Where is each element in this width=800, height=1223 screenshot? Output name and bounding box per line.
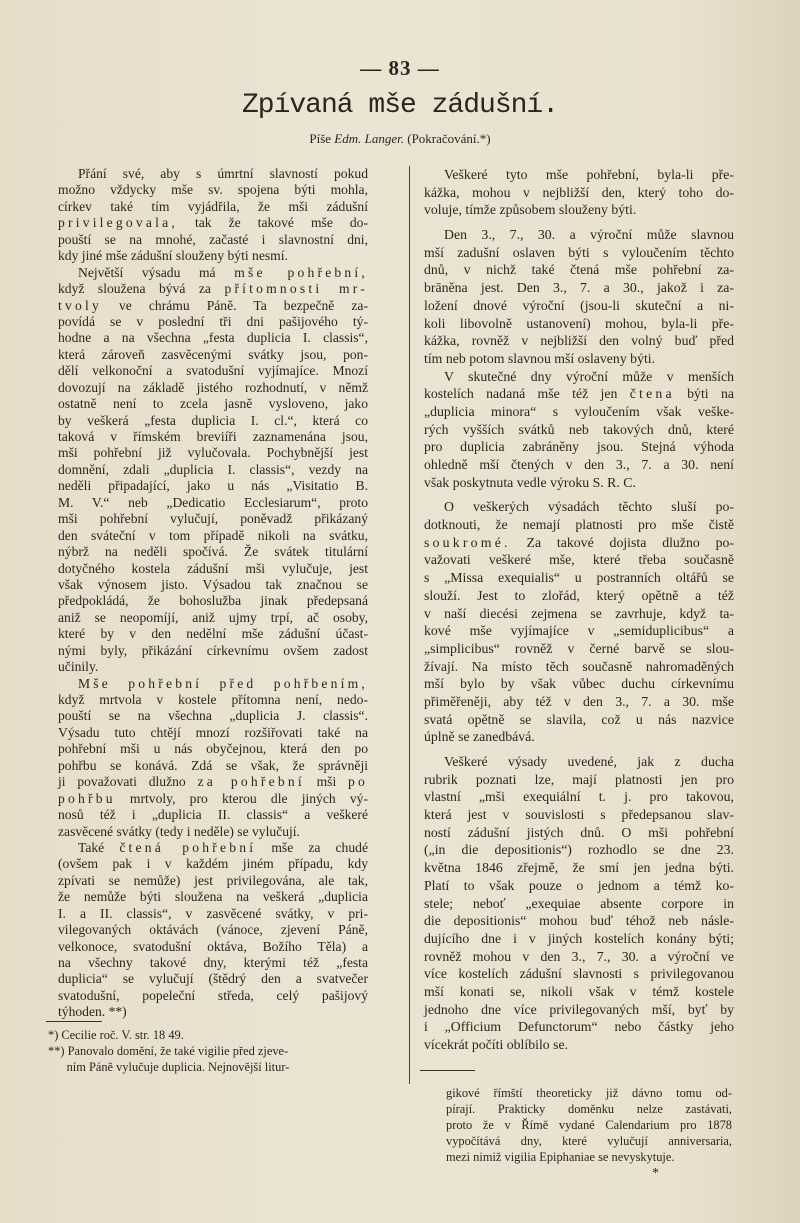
text-line: předpokládá, že bohoslužba jinak předepsaná <box>58 593 368 609</box>
footnote-line: proto že v Římě vydané Calendarium pro 1878 <box>446 1118 732 1132</box>
text-line: mší konati se, nikoli však v témž kostele <box>424 983 734 999</box>
text-line: ostatně není to zcela jasně vysloveno, jako <box>58 396 368 412</box>
spaced-emphasis: pohřbu <box>58 790 116 806</box>
text-line: nýbrž na neděli spočívá. Že svátek titulární <box>58 544 368 560</box>
text-line <box>58 676 368 692</box>
text-line: mši pohřební vylučují, poněvadž přikázaný <box>58 511 368 527</box>
text-run: tak že takové mše do- <box>177 215 368 231</box>
text-line: kážka, mohou v nejbližší den, který toho do- <box>424 184 734 200</box>
text-line: když mrtvola v kostele přítomna není, nedo- <box>58 692 368 707</box>
spaced-emphasis: privilegovala, <box>58 215 178 231</box>
paragraph <box>58 166 368 265</box>
text-line: neděli připadající, jako u nás „Visitatio B. <box>58 478 368 494</box>
spaced-emphasis: tvoly <box>58 297 102 313</box>
text-line: povídá se v poslední tři dni pašijového tý- <box>58 313 368 329</box>
paragraph <box>424 753 734 1054</box>
text-line: domnění, zdali „duplicia I. classis“, vezdy na <box>58 461 368 477</box>
text-line: brāněna jest. Den 3., 7. a 30., jakož i za- <box>424 280 734 296</box>
spaced-emphasis: soukromé. <box>424 534 511 550</box>
spaced-emphasis: čtená pohřební <box>119 839 257 855</box>
text-line: dotknouti, že nemají platnosti pro mše čistě <box>424 517 734 533</box>
text-line: važovati veškeré mše, které třeba současně <box>424 552 734 568</box>
text-line: která jest v souvislosti s předepsanou slav- <box>424 807 734 823</box>
text-line: M. V.“ neb „Dedicatio Ecclesiarum“, proto <box>58 494 368 510</box>
text-line: vlastní „mši exequiální t. j. pro takovou, <box>424 789 734 805</box>
text-line <box>424 385 734 403</box>
text-line: které by v den nedělní mše zádušní účast- <box>58 626 368 642</box>
paragraph <box>424 166 734 219</box>
text-line: rovněž mohou v den 3., 7., 30. a výroční ve <box>424 948 734 964</box>
text-run: když sloužena bývá za <box>58 281 225 297</box>
left-column <box>58 166 368 1021</box>
text-line: V skutečné dny výroční může v menších <box>444 368 734 384</box>
text-line: jednoho dne více privilegovaných mší, byť by <box>424 1001 734 1017</box>
text-line: mši pohřební již vylučovala. Pochybnější jest <box>58 445 368 461</box>
text-line: voluje, tímže způsobem slouženy býti. <box>424 202 637 218</box>
text-run: Také <box>78 839 120 855</box>
text-line <box>58 774 368 790</box>
spaced-emphasis: za pohřební <box>197 774 305 790</box>
text-line: pohřbu se konává. Zdá se však, že správněji <box>58 757 368 773</box>
text-line: úplně se zanedbává. <box>424 729 535 745</box>
end-mark: * <box>652 1166 659 1181</box>
text-line: žívají. Na místo těch současně nahromaděných <box>424 658 734 674</box>
text-line: „simplicibus“ rovněž v černé barvě se slou- <box>424 640 734 656</box>
spaced-emphasis: po <box>348 774 369 790</box>
text-line: („in die depositionis“) rozhodlo se dne 23. <box>424 842 734 858</box>
text-line: mší zadušní oslaven býti s vyloučením těchto <box>424 244 734 260</box>
text-line: koli libovolně ustanovení) mohou, byla-li pře- <box>424 315 734 331</box>
text-line: pohřební mši u nás obyčejnou, která den po <box>58 741 368 757</box>
text-line: velkonoce, svatodušní oktáva, Božího Těla) a <box>58 938 368 954</box>
spaced-emphasis: Mše pohřební před pohřbením, <box>78 675 368 691</box>
text-line: dujícího dne i v jiných kostelích konány býti; <box>424 930 734 946</box>
footnote-line: ním Páně vylučuje duplicia. Nejnovější litur- <box>48 1060 290 1074</box>
text-line: Výsadu tuto chtějí mnozí rozšiřovati také na <box>58 724 368 740</box>
text-line: nosů též i „duplicia II. classis“ a veškeré <box>58 807 368 823</box>
text-line: „duplicia minora“ s vyloučením však veške- <box>424 403 734 419</box>
text-line: kové mše vyjímajíce v „semiduplicibus“ a <box>424 623 734 639</box>
text-line: Přání své, aby s úmrtní slavností pokud <box>78 166 368 181</box>
text-line: I. a II. classis“, v zasvěcené svátky, v pri- <box>58 905 368 921</box>
text-line: Veškeré výsady uvedené, jak z ducha <box>444 754 734 769</box>
footnote-line: vypočítává dny, které vylučují anniversaria, <box>446 1134 732 1148</box>
paragraph <box>58 840 368 1021</box>
text-run: mše za chudé <box>256 839 368 855</box>
text-line: ností zádušní jistých dnů. O mši pohřební <box>424 824 734 840</box>
spaced-emphasis: přítomnosti mr- <box>224 281 368 297</box>
text-line: by veškerá „festa duplicia I. cl.“, která co <box>58 412 368 428</box>
text-line <box>424 534 734 552</box>
footnote-line: **) Panovalo domění, že také vigilie před zjeve- <box>48 1044 289 1058</box>
text-line: ohledně mší čtených v den 3., 7. a 30. není <box>424 457 734 472</box>
text-line: Platí to však pouze o jednom a témž ko- <box>424 877 734 893</box>
text-line: více kostelích zádušní slavnosti s privilegovanou <box>424 966 734 982</box>
text-line <box>58 791 368 807</box>
footnote-line: pírají. Prakticky doměnku nelze zastávati, <box>446 1102 732 1116</box>
text-line: dovozují na základě jistého rozhodnutí, v němž <box>58 379 368 395</box>
text-line: O veškerých výsadách těchto sluší po- <box>444 499 734 515</box>
text-line: pro duplicia zabráněny jsou. Stejná výhoda <box>424 439 734 455</box>
text-line: Veškeré tyto mše pohřební, byla-li pře- <box>444 167 734 182</box>
text-line <box>58 265 368 281</box>
text-run: mši <box>304 774 349 790</box>
footnotes-right <box>446 1085 732 1165</box>
text-line: v naší diecési zejmena se zavrhuje, když ta- <box>424 605 734 621</box>
text-line: dělí velkonoční a svatodušní vyjímajíce. Mnozí <box>58 363 368 379</box>
article-byline <box>0 131 800 147</box>
text-line: zasvěcené svátky (tedy i neděle) se vylučují. <box>58 823 300 839</box>
byline-author: Edm. Langer. <box>334 131 404 146</box>
paragraph <box>58 265 368 676</box>
text-line: však výnosem jisto. Výsadou tak značnou se <box>58 576 368 592</box>
text-line: kdy jiné mše zádušní slouženy býti nesmí. <box>58 248 288 264</box>
footnote-rule-left <box>46 1021 102 1022</box>
text-line: dotyčného kostela zádušní mši vylučuje, jest <box>58 560 368 576</box>
text-line: dnů, v nichž také čtená mše pohřební za- <box>424 262 734 278</box>
paragraph <box>424 368 734 492</box>
right-column <box>424 166 734 1054</box>
byline-continuation: (Pokračování.*) <box>407 131 491 146</box>
text-line: mší bylo by však vůbec duchu církevnímu <box>424 676 734 692</box>
text-line: s „Missa exequialis“ u postranních oltářů se <box>424 570 734 586</box>
text-line: (ovšem pak i v každém jiném případu, kdy <box>58 856 368 872</box>
text-line: stele; neboť „exequiae absente corpore in <box>424 895 734 911</box>
text-line: die depositionis“ mohou buď téhož neb násle- <box>424 913 734 929</box>
text-line: ložení dnové výroční (jsou-li skuteční a ni- <box>424 297 734 313</box>
text-run: kostelích nadaná mše též jen <box>424 386 630 402</box>
text-line: možno vždycky mše sv. spojena býti mohla, <box>58 182 368 198</box>
text-run: býti na <box>674 386 734 402</box>
text-run: mrtvoly, pro kterou dle jiných vý- <box>115 790 368 806</box>
text-line: pouští se na všechna „duplicia J. classis“. <box>58 708 368 724</box>
text-line: přiměřeněji, aby též v den 3., 7. a 30. mše <box>424 693 734 709</box>
text-line: května 1846 zřejmě, že smí jen jedna býti. <box>424 860 734 876</box>
text-line: taková v římském breviíři zaznamenána jsou, <box>58 429 368 444</box>
text-run: ji považovati dlužno <box>58 774 198 790</box>
text-line: aniž se neopomíjí, aniž ujmy trpí, ač osoby, <box>58 609 368 625</box>
text-line: že nemůže býti sloužena na veškerá „duplicia <box>58 889 368 905</box>
text-line <box>58 298 368 314</box>
article-title: Zpívaná mše zádušní. <box>241 90 559 121</box>
text-line: den sváteční v tom případě nikoli na svátku, <box>58 527 368 543</box>
text-line: kážka, rovněž v nejbližší den volný buď před <box>424 333 734 349</box>
text-line: i „Officium Defunctorum“ nebo částky jeho <box>424 1019 734 1035</box>
spaced-emphasis: mše pohřební, <box>234 264 368 280</box>
text-line <box>58 281 368 297</box>
text-run: ve chrámu Páně. Ta bezpečně za- <box>101 297 368 313</box>
text-line <box>58 215 368 231</box>
byline-prefix: Píše <box>309 131 332 146</box>
text-line: na všechny takové dny, kterými též „festa <box>58 955 368 970</box>
text-line: nými byly, přikázání církevnímu ovšem zadost <box>58 642 368 658</box>
text-run: Největší výsadu má <box>78 264 235 280</box>
text-line: pouští se na mnohé, začasté i slavnostní dni, <box>58 231 368 247</box>
text-line: která zároveň zasvěcenými svátky jsou, pon- <box>58 346 368 362</box>
text-line: hodne a na všechna „festa duplicia I. classis“, <box>58 330 368 346</box>
paragraph <box>58 676 368 840</box>
spaced-emphasis: čtena <box>629 386 675 402</box>
text-line: slouží. Jest to zlořád, který opětně a též <box>424 587 734 603</box>
text-line: rých vyšších svátků neb takových dnů, které <box>424 421 734 437</box>
text-line: rubrik poznati lze, mají platnosti jen pro <box>424 771 734 787</box>
text-run: Za takové dojista dlužno po- <box>510 534 734 550</box>
footnote-line: mezi nimiž vigilia Epiphaniae se nevyskytuje. <box>446 1150 675 1164</box>
text-line: tím neb potom slavnou mší oslaveny býti. <box>424 350 656 366</box>
footnotes-left <box>48 1027 360 1075</box>
text-line: však poskytnuta vedle výroku S. R. C. <box>424 474 636 490</box>
paragraph <box>424 226 734 368</box>
text-line: vilegovaných oktávách (vánoce, zjevení Páně, <box>58 922 368 938</box>
text-line <box>58 840 368 856</box>
text-line: týhoden. **) <box>58 1004 127 1020</box>
text-line: církev také tím vyjádřila, že mši zádušní <box>58 198 368 214</box>
text-line: svatodušní, popeleční středa, celý pašijový <box>58 987 368 1003</box>
text-line: Den 3., 7., 30. a výroční může slavnou <box>444 227 734 243</box>
text-line: zpívati se nemůže) jest privilegována, ale tak, <box>58 872 368 888</box>
text-line: vícekrát počíti oblíbilo se. <box>424 1037 569 1052</box>
footnote-line: *) Cecilie roč. V. str. 18 49. <box>48 1028 184 1042</box>
footnote-line: gikové římští theoreticky již dávno tomu od- <box>446 1086 732 1100</box>
text-line: svatá opětně se slavila, což u nás nazvice <box>424 711 734 727</box>
text-line: učinily. <box>58 659 99 675</box>
page-number: — 83 — <box>360 56 440 80</box>
column-divider <box>409 166 410 1084</box>
paragraph <box>424 498 734 746</box>
text-line: duplicia“ se vylučují (štědrý den a svatvečer <box>58 971 368 987</box>
footnote-rule-right <box>420 1070 475 1071</box>
